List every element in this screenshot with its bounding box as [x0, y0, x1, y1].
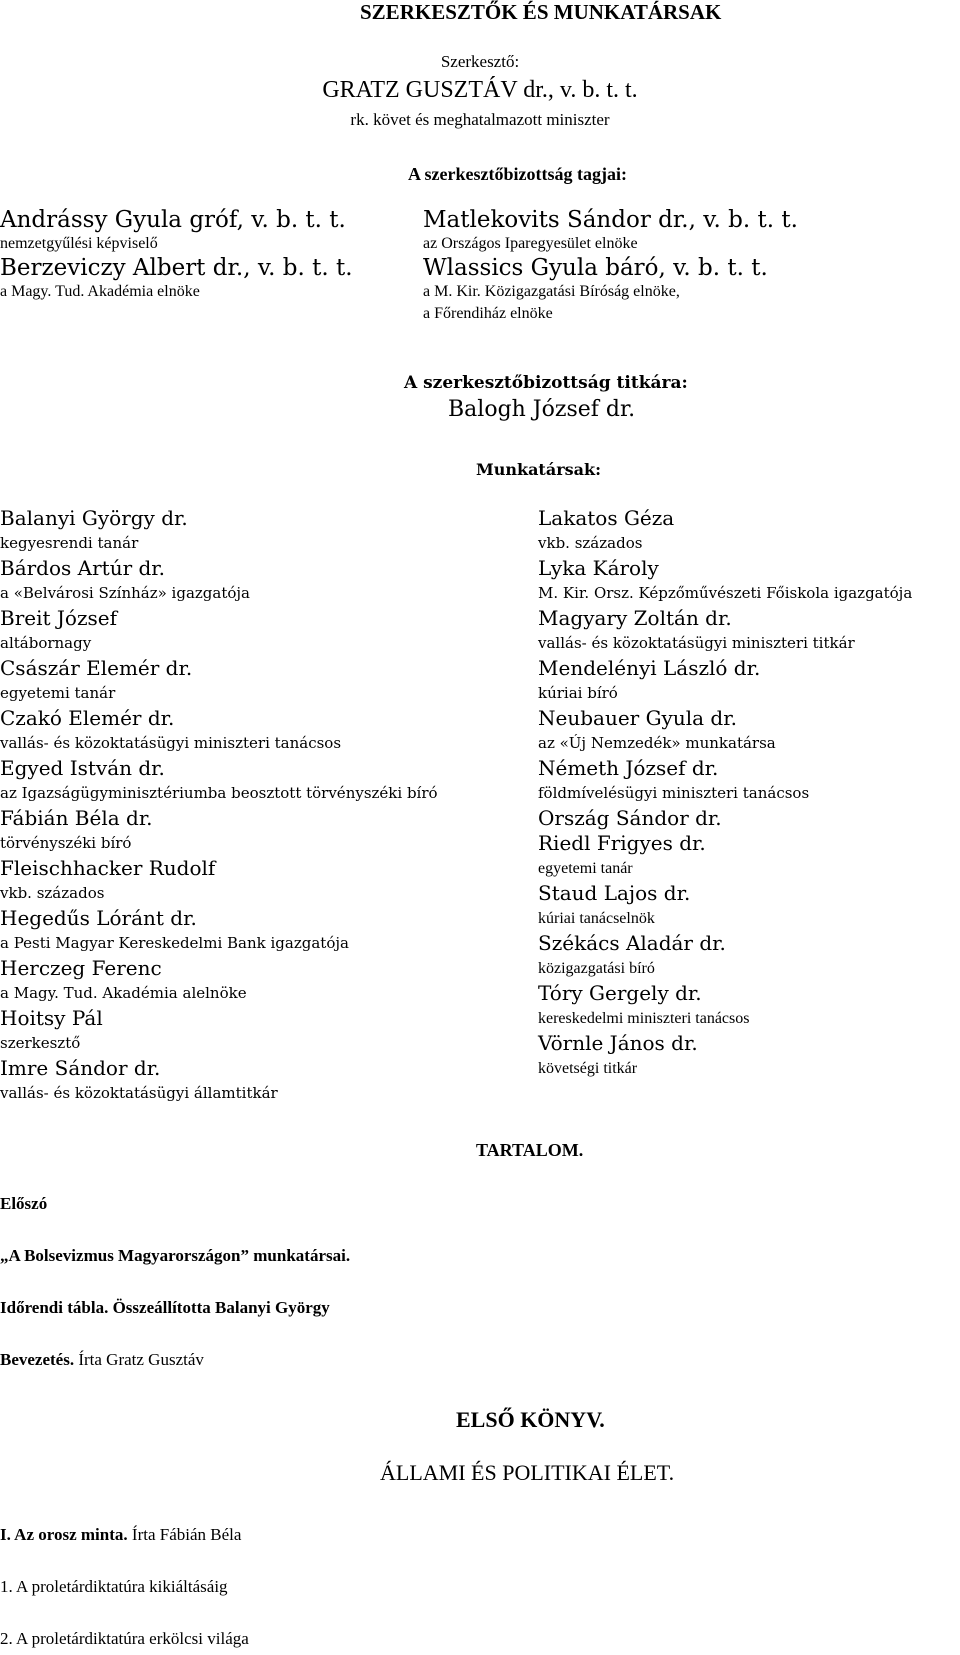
contributor-role: vallás- és közoktatásügyi miniszteri titkár: [538, 634, 855, 652]
board-member-name: Andrássy Gyula gróf, v. b. t. t.: [0, 207, 346, 233]
board-member-name: Matlekovits Sándor dr., v. b. t. t.: [423, 207, 798, 233]
board-right-column: [423, 207, 798, 325]
contributor-name: Magyary Zoltán dr.: [538, 606, 732, 630]
editor-name: GRATZ GUSZTÁV dr., v. b. t. t.: [322, 77, 638, 103]
editor-role: rk. követ és meghatalmazott miniszter: [350, 110, 610, 129]
contributor-role: kereskedelmi miniszteri tanácsos: [538, 1010, 750, 1027]
board-member-name: Berzeviczy Albert dr., v. b. t. t.: [0, 255, 353, 281]
page-title: SZERKESZTŐK ÉS MUNKATÁRSAK: [360, 0, 722, 24]
secretary-label: A szerkesztőbizottság titkára:: [404, 373, 688, 393]
toc-intro-label: Bevezetés.: [0, 1350, 75, 1369]
contributor-name: Tóry Gergely dr.: [538, 981, 702, 1005]
contributor-role: az «Új Nemzedék» munkatársa: [538, 734, 776, 752]
contributor-name: Neubauer Gyula dr.: [538, 706, 737, 730]
contributor-role: kúriai bíró: [538, 684, 618, 702]
contributor-role: a «Belvárosi Színház» igazgatója: [0, 584, 250, 602]
contributor-name: Herczeg Ferenc: [0, 956, 162, 980]
contributor-role: vallás- és közoktatásügyi miniszteri tanácsos: [0, 734, 342, 752]
board-member-role: az Országos Iparegyesület elnöke: [423, 235, 638, 252]
contributor-role: kegyesrendi tanár: [0, 534, 139, 552]
contributor-role: M. Kir. Orsz. Képzőművészeti Főiskola igazgatója: [538, 584, 913, 602]
contributor-name: Hegedűs Lóránt dr.: [0, 906, 197, 930]
contributor-role: vallás- és közoktatásügyi államtitkár: [0, 1084, 278, 1102]
contributor-name: Imre Sándor dr.: [0, 1056, 161, 1080]
contributor-name: Lakatos Géza: [538, 506, 675, 530]
book-title: ELSŐ KÖNYV.: [456, 1407, 605, 1432]
board-member-role: a M. Kir. Közigazgatási Bíróság elnöke,: [423, 283, 680, 300]
contributor-name: Vörnle János dr.: [538, 1031, 698, 1055]
contributors-left-column: [0, 506, 438, 1106]
contributor-role: a Pesti Magyar Kereskedelmi Bank igazgatója: [0, 934, 349, 952]
contributor-name: Császár Elemér dr.: [0, 656, 193, 680]
contributors-title: Munkatársak:: [476, 460, 601, 479]
contributor-role: kúriai tanácselnök: [538, 910, 655, 927]
contributor-role: altábornagy: [0, 634, 92, 652]
board-member-name: Wlassics Gyula báró, v. b. t. t.: [423, 255, 768, 281]
contributor-role: követségi titkár: [538, 1060, 638, 1077]
toc-chapter-1-label: I. Az orosz minta.: [0, 1525, 128, 1544]
book-subtitle: ÁLLAMI ÉS POLITIKAI ÉLET.: [380, 1460, 675, 1485]
contributor-name: Fábián Béla dr.: [0, 806, 153, 830]
contributor-role: törvényszéki bíró: [0, 834, 132, 852]
contributor-name: Németh József dr.: [538, 756, 719, 780]
contributor-name: Bárdos Artúr dr.: [0, 556, 166, 580]
toc-title: TARTALOM.: [476, 1140, 584, 1160]
secretary-name: Balogh József dr.: [448, 397, 636, 422]
board-member-role: a Magy. Tud. Akadémia elnöke: [0, 283, 200, 300]
contributor-name: Egyed István dr.: [0, 756, 165, 780]
contributor-name: Staud Lajos dr.: [538, 881, 691, 905]
board-member-role: a Főrendiház elnöke: [423, 305, 553, 322]
contributor-name: Balanyi György dr.: [0, 506, 188, 530]
contributor-name: Breit József: [0, 606, 117, 630]
toc-intro-author: Írta Gratz Gusztáv: [78, 1350, 204, 1369]
contributor-role: egyetemi tanár: [538, 860, 633, 877]
toc-chapter-1: [0, 1525, 241, 1545]
board-left-column: [0, 207, 353, 303]
contributor-role: közigazgatási bíró: [538, 960, 655, 977]
board-title: A szerkesztőbizottság tagjai:: [408, 164, 627, 184]
contributor-name: Riedl Frigyes dr.: [538, 831, 706, 855]
contributor-role: a Magy. Tud. Akadémia alelnöke: [0, 984, 247, 1002]
contributor-role: az Igazságügyminisztériumba beosztott törvényszéki bíró: [0, 784, 438, 802]
toc-introduction: [0, 1350, 204, 1370]
contributor-name: Hoitsy Pál: [0, 1006, 103, 1030]
contributor-role: egyetemi tanár: [0, 684, 116, 702]
contributor-role: földmívelésügyi miniszteri tanácsos: [538, 784, 810, 802]
toc-chapter-1-author: Írta Fábián Béla: [131, 1525, 242, 1544]
toc-item-2: 2. A proletárdiktatúra erkölcsi világa: [0, 1629, 249, 1648]
toc-contributors-entry: „A Bolsevizmus Magyarországon” munkatársai.: [0, 1246, 351, 1265]
contributor-name: Mendelényi László dr.: [538, 656, 761, 680]
contributor-name: Fleischhacker Rudolf: [0, 856, 216, 880]
board-member-role: nemzetgyűlési képviselő: [0, 235, 158, 252]
contributor-role: szerkesztő: [0, 1034, 81, 1052]
contributor-name: Czakó Elemér dr.: [0, 706, 175, 730]
contributors-right-column: [538, 506, 912, 1081]
toc-item-1: 1. A proletárdiktatúra kikiáltásáig: [0, 1577, 228, 1596]
toc-timeline: Időrendi tábla. Összeállította Balanyi György: [0, 1298, 330, 1317]
contributor-role: vkb. százados: [538, 534, 643, 552]
contributor-role: vkb. százados: [0, 884, 105, 902]
contributor-name: Székács Aladár dr.: [538, 931, 726, 955]
editor-label: Szerkesztő:: [440, 52, 520, 71]
toc-preface: Előszó: [0, 1194, 48, 1213]
contributor-name: Ország Sándor dr.: [538, 806, 722, 830]
contributor-name: Lyka Károly: [538, 556, 659, 580]
